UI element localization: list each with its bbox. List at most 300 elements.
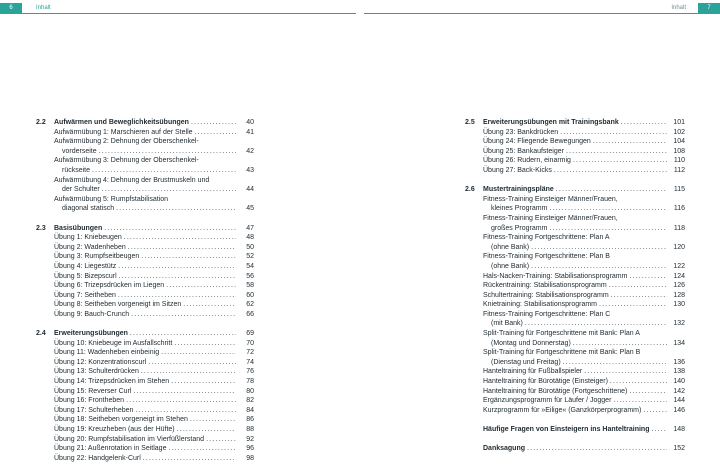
entry-body [483, 214, 669, 233]
toc-entry[interactable] [465, 281, 685, 291]
entry-label: Hanteltraining für Bürotätige (Fortgeschrittene) [483, 387, 628, 395]
entry-label: Knietraining: Stabilisationsprogramm [483, 301, 597, 309]
entry-line [483, 281, 669, 291]
page-number: 62 [246, 301, 254, 309]
toc-entry[interactable] [36, 444, 254, 454]
toc-entry[interactable] [36, 128, 254, 138]
entry-label: Übung 5: Bizepscurl [54, 272, 117, 280]
toc-entry[interactable] [465, 156, 685, 166]
entry-line [483, 262, 669, 272]
entry-line [483, 137, 669, 147]
leader-dots [116, 204, 236, 214]
entry-label: Aufwärmübung 2: Dehnung der Oberschenkel- [54, 138, 199, 146]
page-number: 120 [673, 243, 685, 251]
entry-line [54, 300, 238, 310]
leader-dots [593, 137, 667, 147]
page-number: 58 [246, 282, 254, 290]
toc-section [465, 118, 685, 176]
section-heading[interactable] [36, 224, 254, 234]
entry-line [54, 291, 238, 301]
leader-dots [124, 233, 236, 243]
toc-entry[interactable] [465, 310, 685, 329]
toc-entry[interactable] [465, 233, 685, 252]
entry-line [54, 339, 238, 349]
entry-text [54, 310, 238, 320]
leader-dots [99, 147, 236, 157]
leader-dots [102, 185, 236, 195]
toc-entry[interactable] [36, 281, 254, 291]
entry-text [483, 281, 669, 291]
section-heading[interactable] [465, 185, 685, 195]
entry-line [54, 166, 238, 176]
toc-entry[interactable] [36, 156, 254, 175]
page-number: 124 [673, 272, 685, 280]
entry-label: Schultertraining: Stabilisationsprogramm [483, 291, 609, 299]
entry-line [483, 128, 669, 138]
leader-dots [573, 156, 667, 166]
right-running-title: Inhalt [671, 5, 686, 11]
page-number: 148 [673, 426, 685, 433]
entry-body [483, 329, 669, 348]
entry-body [54, 300, 238, 310]
page-number: 60 [246, 291, 254, 299]
section-heading[interactable] [465, 118, 685, 128]
section-title-line [54, 329, 238, 339]
section-number: 2.5 [465, 119, 475, 126]
leader-dots [525, 319, 667, 329]
entry-body [54, 396, 238, 406]
entry-text [483, 396, 669, 406]
page-number: 52 [246, 253, 254, 261]
entry-line [54, 128, 238, 138]
page-number: 104 [673, 138, 685, 146]
page-number: 128 [673, 291, 685, 299]
entry-line [54, 281, 238, 291]
entry-text [483, 147, 669, 157]
entry-text [483, 377, 669, 387]
entry-body [54, 415, 238, 425]
toc-entry[interactable] [36, 233, 254, 243]
entry-body [54, 252, 238, 262]
right-page-number: 7 [698, 3, 720, 13]
entry-label: Hanteltraining für Fußballspieler [483, 368, 583, 376]
entry-label: rückseite [62, 166, 91, 174]
entry-text [483, 406, 669, 416]
toc-entry[interactable] [36, 262, 254, 272]
entry-text [54, 454, 238, 464]
toc-entry[interactable] [465, 300, 685, 310]
entry-text [483, 367, 669, 377]
toc-entry[interactable] [465, 195, 685, 214]
entry-line [54, 348, 238, 358]
page-number: 132 [673, 320, 685, 328]
page-number: 98 [246, 454, 254, 462]
entry-body [483, 233, 669, 252]
entry-line [54, 425, 238, 435]
entry-body [54, 291, 238, 301]
page-number: 69 [246, 330, 254, 338]
entry-label: (mit Bank) [491, 320, 523, 328]
toc-entry[interactable] [36, 348, 254, 358]
entry-label: Übung 4: Liegestütz [54, 262, 117, 270]
entry-text [54, 233, 238, 243]
page-number: 56 [246, 272, 254, 280]
page-number: 102 [673, 128, 685, 136]
leader-dots [584, 367, 667, 377]
entry-body [483, 406, 669, 416]
entry-line [54, 406, 238, 416]
leader-dots [610, 377, 667, 387]
entry-label: diagonal statisch [62, 205, 115, 213]
leader-dots [118, 291, 236, 301]
entry-text [54, 243, 238, 253]
leader-dots [573, 339, 667, 349]
entry-line [54, 367, 238, 377]
toc-entry[interactable] [36, 339, 254, 349]
toc-entry[interactable] [36, 195, 254, 214]
toc-entry[interactable] [36, 358, 254, 368]
page-number: 42 [246, 147, 254, 155]
entry-text [483, 291, 669, 301]
leader-dots [643, 406, 667, 416]
page-number: 101 [673, 119, 685, 126]
entry-body [483, 272, 669, 282]
page-number: 88 [246, 426, 254, 433]
entry-text [54, 348, 238, 358]
entry-line [483, 406, 669, 416]
leader-dots [611, 291, 667, 301]
entry-text [54, 387, 238, 397]
leader-dots [141, 367, 236, 377]
section-heading[interactable] [465, 425, 685, 435]
leader-dots [563, 358, 667, 368]
section-title: Erweiterungsübungen [54, 330, 128, 338]
entry-body [54, 195, 238, 214]
toc-entry[interactable] [465, 128, 685, 138]
toc-entry[interactable] [465, 348, 685, 367]
page-number: 45 [246, 205, 254, 213]
entry-label: der Schulter [62, 186, 100, 194]
entry-line [54, 396, 238, 406]
entry-label: Übung 11: Wadenheben einbeinig [54, 349, 160, 357]
toc-entry[interactable] [465, 387, 685, 397]
page-number: 118 [673, 224, 685, 232]
entry-line [54, 387, 238, 397]
entry-line [54, 185, 238, 195]
entry-body [54, 377, 238, 387]
section-heading[interactable] [36, 118, 254, 128]
entry-text [483, 214, 669, 233]
entry-label: großes Programm [491, 224, 548, 232]
page-number: 108 [673, 147, 685, 155]
leader-dots [531, 262, 667, 272]
page-number: 144 [673, 397, 685, 405]
entry-label: (ohne Bank) [491, 243, 530, 251]
entry-label: Übung 16: Frontheben [54, 397, 125, 405]
entry-body [483, 137, 669, 147]
entry-text [54, 339, 238, 349]
entry-body [483, 310, 669, 329]
section-title-line [483, 444, 669, 454]
page-number: 84 [246, 406, 254, 414]
entry-label: Kurzprogramm für »Eilige« (Ganzkörperprogramm) [483, 406, 642, 414]
entry-text [54, 176, 238, 195]
entry-text [54, 367, 238, 377]
entry-label: (Dienstag und Freitag) [491, 358, 561, 366]
toc-right-column [465, 118, 685, 463]
entry-body [483, 281, 669, 291]
entry-text [54, 396, 238, 406]
entry-label: Übung 17: Schulterheben [54, 406, 134, 414]
entry-body [54, 406, 238, 416]
page-number: 146 [673, 406, 685, 414]
leader-dots [527, 444, 667, 454]
entry-text [54, 415, 238, 425]
entry-label: Übung 15: Reverser Curl [54, 387, 132, 395]
entry-text [54, 291, 238, 301]
entry-body [483, 166, 669, 176]
entry-body [54, 348, 238, 358]
page-number: 41 [246, 128, 254, 136]
leader-dots [126, 396, 236, 406]
toc-entry[interactable] [36, 176, 254, 195]
entry-body [54, 367, 238, 377]
toc-entry[interactable] [36, 406, 254, 416]
toc-entry[interactable] [36, 272, 254, 282]
header-rule-left [0, 13, 356, 14]
entry-body [483, 300, 669, 310]
running-header [0, 0, 720, 14]
entry-line [483, 396, 669, 406]
toc-entry[interactable] [465, 252, 685, 271]
entry-label: Übung 22: Handgelenk-Curl [54, 454, 141, 462]
toc-entry[interactable] [465, 166, 685, 176]
leader-dots [92, 166, 236, 176]
page-number: 86 [246, 416, 254, 424]
toc-entry[interactable] [465, 137, 685, 147]
toc-entry[interactable] [36, 252, 254, 262]
entry-label: Übung 24: Fliegende Bewegungen [483, 138, 591, 146]
toc-entry[interactable] [36, 377, 254, 387]
toc-entry[interactable] [36, 435, 254, 445]
entry-line [483, 339, 669, 349]
toc-section [465, 425, 685, 435]
entry-text [54, 195, 238, 214]
entry-body [54, 387, 238, 397]
section-title: Erweiterungsübungen mit Trainingsbank [483, 119, 619, 126]
entry-label: Aufwärmübung 5: Rumpfstabilisation [54, 195, 169, 203]
toc-entry[interactable] [465, 147, 685, 157]
entry-line [54, 310, 238, 320]
entry-line [54, 233, 238, 243]
entry-body [54, 128, 238, 138]
entry-body [54, 243, 238, 253]
toc-entry[interactable] [36, 367, 254, 377]
leader-dots [118, 262, 236, 272]
entry-line [483, 224, 669, 234]
entry-body [483, 387, 669, 397]
entry-label: Übung 23: Bankdrücken [483, 128, 559, 136]
leader-dots [166, 281, 236, 291]
entry-body [483, 291, 669, 301]
entry-line [54, 358, 238, 368]
page-number: 115 [673, 186, 685, 194]
page-number: 112 [673, 166, 685, 174]
entry-text [54, 272, 238, 282]
entry-line [483, 367, 669, 377]
page-number: 47 [246, 224, 254, 232]
entry-line [483, 272, 669, 282]
entry-line [54, 262, 238, 272]
page-number: 80 [246, 387, 254, 395]
section-heading[interactable] [465, 444, 685, 454]
entry-text [483, 128, 669, 138]
entry-label: Fitness-Training Fortgeschrittene: Plan A [483, 234, 610, 242]
leader-dots [135, 406, 236, 416]
toc-entry[interactable] [36, 243, 254, 253]
toc-entry[interactable] [36, 300, 254, 310]
toc-entry[interactable] [465, 214, 685, 233]
toc-entry[interactable] [36, 387, 254, 397]
toc-entry[interactable] [465, 406, 685, 416]
toc-entry[interactable] [465, 329, 685, 348]
leader-dots [171, 377, 236, 387]
toc-entry[interactable] [465, 367, 685, 377]
left-running-title: Inhalt [36, 5, 51, 11]
page-number: 140 [673, 378, 685, 386]
entry-line [54, 252, 238, 262]
left-page-number: 6 [0, 3, 22, 13]
entry-body [483, 367, 669, 377]
entry-body [483, 252, 669, 271]
entry-label: Übung 6: Trizepsdrücken im Liegen [54, 282, 165, 290]
entry-label: Übung 13: Schulterdrücken [54, 368, 139, 376]
leader-dots [549, 224, 667, 234]
entry-line [54, 147, 238, 157]
toc-entry[interactable] [36, 454, 254, 464]
entry-line [483, 300, 669, 310]
entry-text [483, 272, 669, 282]
entry-label: Split-Training für Fortgeschrittene mit Bank: Plan B [483, 349, 641, 357]
entry-text [54, 156, 238, 175]
section-number: 2.2 [36, 119, 46, 126]
entry-text [54, 425, 238, 435]
toc-entry[interactable] [465, 377, 685, 387]
leader-dots [556, 185, 667, 195]
page-number: 72 [246, 349, 254, 357]
toc-left-column [36, 118, 254, 473]
section-title-line [483, 185, 669, 195]
leader-dots [609, 281, 667, 291]
leader-dots [566, 147, 667, 157]
entry-line [54, 454, 238, 464]
section-title: Häufige Fragen von Einsteigern ins Hanteltraining [483, 426, 650, 433]
entry-line [483, 243, 669, 253]
entry-label: Fitness-Training Einsteiger Männer/Frauen, [483, 214, 618, 222]
entry-line [54, 243, 238, 253]
entry-label: Übung 2: Wadenheben [54, 243, 126, 251]
entry-line [483, 204, 669, 214]
entry-body [483, 195, 669, 214]
toc-section [36, 329, 254, 463]
entry-line [483, 358, 669, 368]
section-title-line [54, 118, 238, 128]
page-number: 54 [246, 262, 254, 270]
page-number: 76 [246, 368, 254, 376]
leader-dots [148, 358, 236, 368]
page-number: 82 [246, 397, 254, 405]
entry-text [483, 137, 669, 147]
entry-line [483, 156, 669, 166]
entry-label: Übung 14: Trizepsdrücken im Stehen [54, 378, 170, 386]
entry-label: Übung 12: Konzentrationscurl [54, 358, 147, 366]
page-number: 134 [673, 339, 685, 347]
leader-dots [104, 224, 236, 234]
entry-line [483, 166, 669, 176]
section-title: Aufwärmen und Beweglichkeitsübungen [54, 119, 189, 126]
leader-dots [560, 128, 667, 138]
toc-entry[interactable] [36, 137, 254, 156]
toc-entry[interactable] [465, 272, 685, 282]
entry-text [483, 387, 669, 397]
entry-body [54, 339, 238, 349]
toc-entry[interactable] [36, 291, 254, 301]
entry-body [483, 128, 669, 138]
entry-label: Übung 18: Seitheben vorgeneigt im Stehen [54, 416, 188, 424]
entry-text [483, 195, 669, 214]
page-number: 152 [673, 445, 685, 453]
leader-dots [131, 310, 236, 320]
section-title: Mustertrainingspläne [483, 186, 554, 194]
section-heading[interactable] [36, 329, 254, 339]
toc-entry[interactable] [465, 291, 685, 301]
toc-entry[interactable] [36, 396, 254, 406]
entry-body [54, 454, 238, 464]
entry-line [54, 415, 238, 425]
leader-dots [549, 204, 667, 214]
entry-line [483, 147, 669, 157]
page-number: 50 [246, 243, 254, 251]
entry-label: Fitness-Training Fortgeschrittene: Plan B [483, 253, 610, 261]
entry-text [483, 166, 669, 176]
entry-text [54, 137, 238, 156]
entry-label: Rückentraining: Stabilisationsprogramm [483, 282, 607, 290]
leader-dots [168, 444, 236, 454]
section-title-line [54, 224, 238, 234]
entry-label: Übung 7: Seitheben [54, 291, 116, 299]
entry-line [54, 377, 238, 387]
entry-text [54, 435, 238, 445]
page-number: 66 [246, 310, 254, 318]
leader-dots [130, 329, 236, 339]
toc-entry[interactable] [36, 425, 254, 435]
section-number: 2.6 [465, 186, 475, 194]
leader-dots [621, 118, 667, 128]
entry-body [54, 272, 238, 282]
entry-text [54, 444, 238, 454]
toc-entry[interactable] [36, 310, 254, 320]
page-number: 142 [673, 387, 685, 395]
leader-dots [195, 128, 236, 138]
section-number: 2.4 [36, 330, 46, 338]
leader-dots [143, 454, 236, 464]
toc-entry[interactable] [36, 415, 254, 425]
entry-body [54, 281, 238, 291]
entry-line [483, 319, 669, 329]
toc-entry[interactable] [465, 396, 685, 406]
entry-body [54, 358, 238, 368]
entry-body [483, 377, 669, 387]
